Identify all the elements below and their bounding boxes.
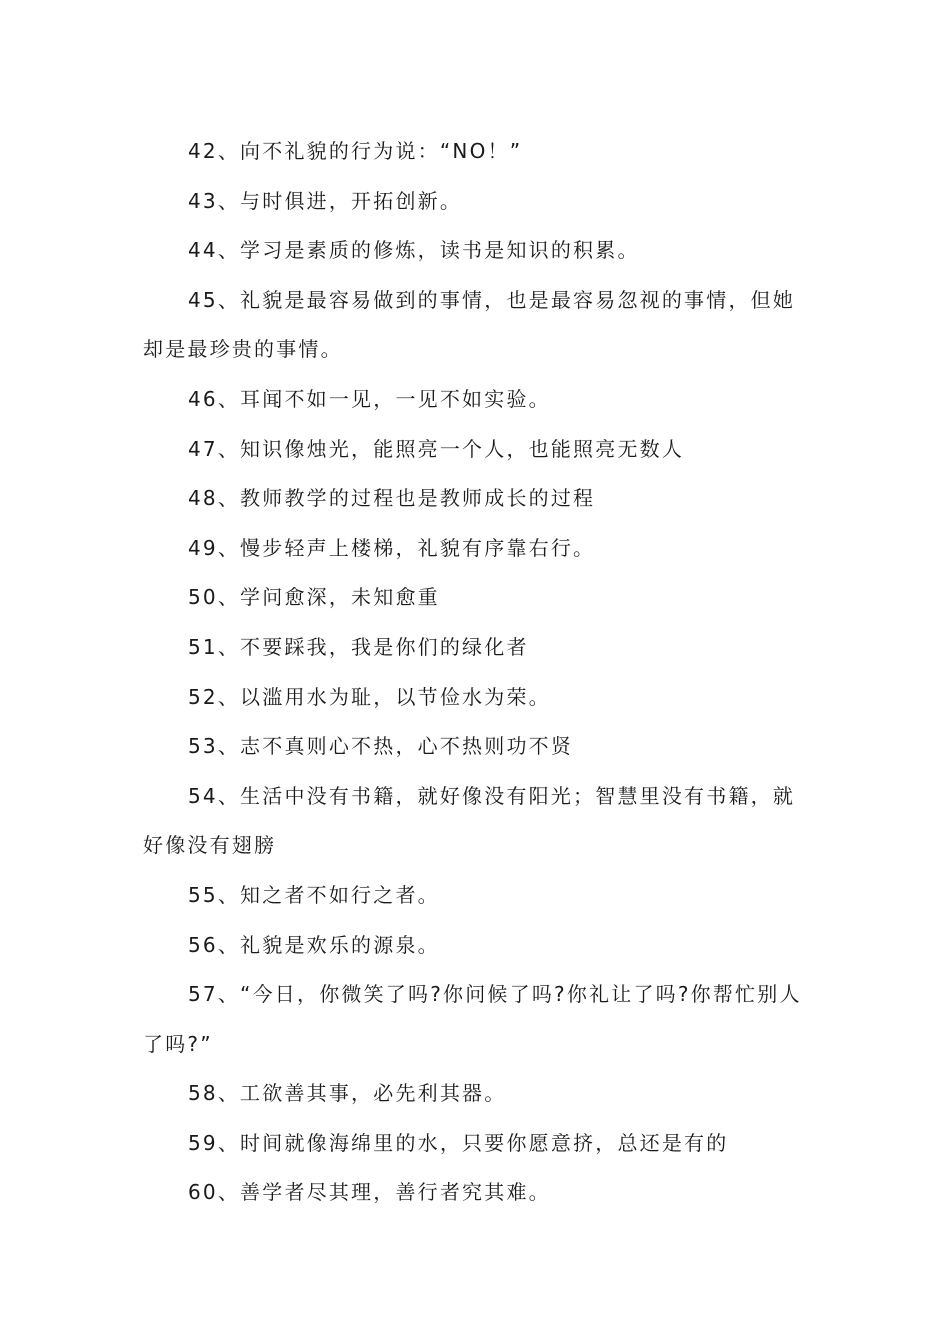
- paragraph-51: 51、不要踩我，我是你们的绿化者: [188, 634, 529, 659]
- paragraph-45-line-2: 却是最珍贵的事情。: [143, 337, 343, 362]
- paragraph-54-line-1: 54、生活中没有书籍，就好像没有阳光；智慧里没有书籍，就: [188, 783, 796, 808]
- paragraph-58: 58、工欲善其事，必先利其器。: [188, 1081, 507, 1106]
- document-body: [143, 127, 808, 1218]
- paragraph-53: 53、志不真则心不热，心不热则功不贤: [188, 734, 574, 759]
- paragraph-57-line-1: 57、“今日，你微笑了吗?你问候了吗?你礼让了吗?你帮忙别人: [188, 982, 802, 1007]
- paragraph-56: 56、礼貌是欢乐的源泉。: [188, 932, 440, 957]
- paragraph-48: 48、教师教学的过程也是教师成长的过程: [188, 486, 596, 511]
- paragraph-54-line-2: 好像没有翅膀: [143, 833, 277, 858]
- paragraph-60: 60、善学者尽其理，善行者究其难。: [188, 1180, 551, 1205]
- paragraph-46: 46、耳闻不如一见，一见不如实验。: [188, 386, 551, 411]
- paragraph-50: 50、学问愈深，未知愈重: [188, 585, 440, 610]
- paragraph-45-line-1: 45、礼貌是最容易做到的事情，也是最容易忽视的事情，但她: [188, 287, 796, 312]
- paragraph-47: 47、知识像烛光，能照亮一个人，也能照亮无数人: [188, 436, 685, 461]
- paragraph-43: 43、与时俱进，开拓创新。: [188, 188, 463, 213]
- paragraph-44: 44、学习是素质的修炼，读书是知识的积累。: [188, 238, 640, 263]
- paragraph-49: 49、慢步轻声上楼梯，礼貌有序靠右行。: [188, 535, 596, 560]
- paragraph-57-line-2: 了吗?”: [143, 1031, 213, 1056]
- paragraph-55: 55、知之者不如行之者。: [188, 882, 440, 907]
- paragraph-52: 52、以滥用水为耻，以节俭水为荣。: [188, 684, 551, 709]
- paragraph-42: 42、向不礼貌的行为说：“NO！”: [188, 139, 523, 163]
- paragraph-59: 59、时间就像海绵里的水，只要你愿意挤，总还是有的: [188, 1130, 729, 1155]
